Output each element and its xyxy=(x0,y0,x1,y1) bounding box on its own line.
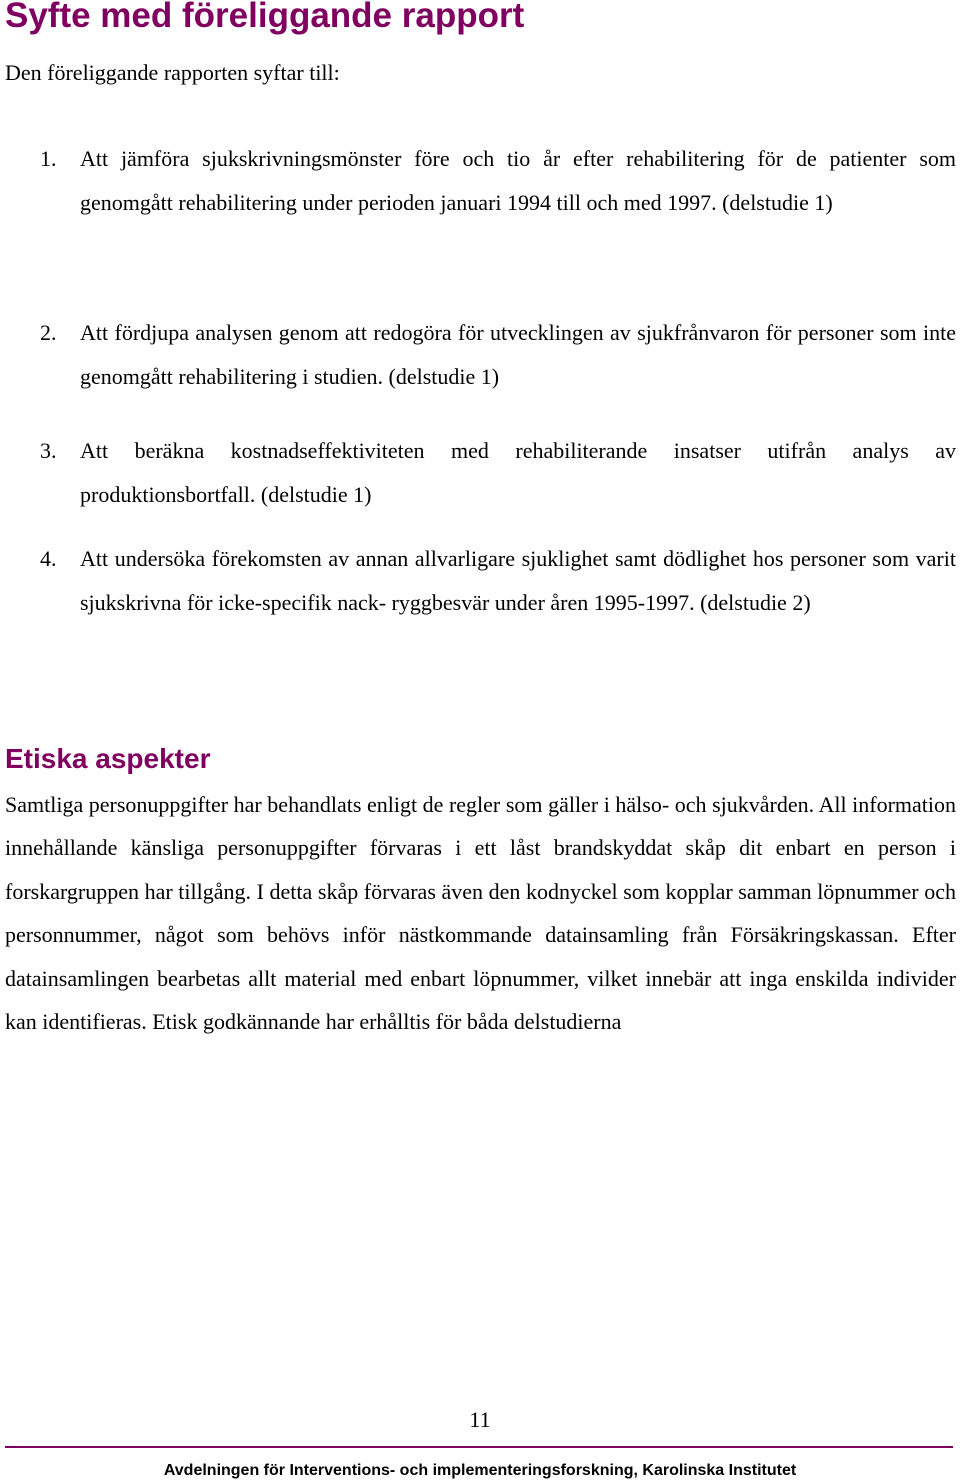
intro-text: Den föreliggande rapporten syftar till: xyxy=(5,60,340,85)
list-item-number: 1. xyxy=(40,146,57,171)
section-heading-purpose: Syfte med föreliggande rapport xyxy=(5,0,525,35)
list-item xyxy=(40,311,956,398)
list-item xyxy=(40,137,956,224)
ethics-paragraph: Samtliga personuppgifter har behandlats enligt de regler som gäller i hälso- och sjukvården. All information innehållande känsliga personuppgifter förvaras i ett låst brandskyddat skåp dit enbart en person i forskargruppen har tillgång. I detta skåp förvaras även den kodnyckel som kopplar samman löpnummer och personnummer, något som behövs inför nästkommande datainsamling från Försäkringskassan. Efter datainsamlingen bearbetas allt material med enbart löpnummer, vilket innebär att inga enskilda individer kan identifieras. Etisk godkännande har erhålltis för båda delstudierna xyxy=(5,792,956,1035)
list-item-text: Att fördjupa analysen genom att redogöra för utvecklingen av sjukfrånvaron för personer som inte genomgått rehabilitering i studien. (delstudie 1) xyxy=(80,320,956,389)
list-item-text: Att jämföra sjukskrivningsmönster före och tio år efter rehabilitering för de patienter som genomgått rehabilitering under perioden januari 1994 till och med 1997. (delstudie 1) xyxy=(80,146,956,215)
footer-institution: Avdelningen för Interventions- och implementeringsforskning, Karolinska Institutet xyxy=(163,1462,797,1479)
list-item-number: 3. xyxy=(40,438,57,463)
list-item-text: Att undersöka förekomsten av annan allvarligare sjuklighet samt dödlighet hos personer som varit sjukskrivna för icke-specifik nack- ryggbesvär under åren 1995-1997. (delstudie 2) xyxy=(80,546,956,615)
list-item xyxy=(40,537,956,624)
list-item-number: 2. xyxy=(40,320,57,345)
list-item-text: Att beräkna kostnadseffektiviteten med rehabiliterande insatser utifrån analys av produktionsbortfall. (delstudie 1) xyxy=(80,438,956,507)
footer-divider xyxy=(5,1446,953,1448)
list-item xyxy=(40,429,956,516)
section-heading-ethics: Etiska aspekter xyxy=(5,743,211,774)
list-item-number: 4. xyxy=(40,546,57,571)
page-number: 11 xyxy=(469,1407,491,1432)
